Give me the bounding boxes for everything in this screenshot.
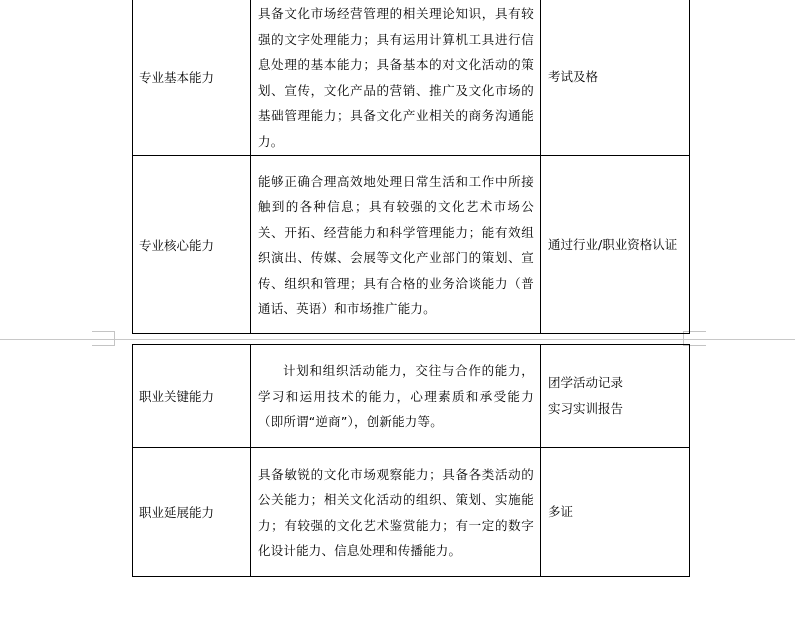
certification-cell [541, 156, 690, 334]
page-corner-mark-bottom-left [92, 337, 115, 346]
certification-cell [541, 345, 690, 448]
certification-cell [541, 448, 690, 577]
ability-category-cell: 职业关键能力 [133, 345, 251, 448]
ability-table-top [132, 0, 690, 334]
table-row [133, 345, 690, 448]
table-row [133, 448, 690, 577]
certification-line: 通过行业/职业资格认证 [548, 236, 678, 252]
certification-line: 考试及格 [548, 69, 599, 84]
ability-category-cell: 专业基本能力 [133, 0, 251, 156]
table-row [133, 0, 690, 156]
ability-description-cell: 具备文化市场经营管理的相关理论知识，具有较强的文字处理能力；具有运用计算机工具进行信息处理的基本能力；具备基本的对文化活动的策划、宣传，文化产品的营销、推广及文化市场的基础管理能力；具备文化产业相关的商务沟通能力。 [251, 0, 541, 156]
ability-category-cell: 职业延展能力 [133, 448, 251, 577]
table-row [133, 156, 690, 334]
ability-description-cell: 计划和组织活动能力，交往与合作的能力，学习和运用技术的能力，心理素质和承受能力（即所谓“逆商”），创新能力等。 [251, 345, 541, 448]
ability-description-cell: 具备敏锐的文化市场观察能力；具备各类活动的公关能力；相关文化活动的组织、策划、实施能力；有较强的文化艺术鉴赏能力；有一定的数字化设计能力、信息处理和传播能力。 [251, 448, 541, 577]
certification-line: 多证 [548, 504, 574, 519]
certification-cell [541, 0, 690, 156]
certification-line: 实习实训报告 [548, 401, 624, 416]
ability-table-bottom [132, 344, 690, 577]
certification-line: 团学活动记录 [548, 375, 624, 390]
ability-description-cell: 能够正确合理高效地处理日常生活和工作中所接触到的各种信息；具有较强的文化艺术市场公关、开拓、经营能力和科学管理能力；能有效组织演出、传媒、会展等文化产业部门的策划、宣传、组织和管理；具有合格的业务洽谈能力（普通话、英语）和市场推广能力。 [251, 156, 541, 334]
ability-category-cell: 专业核心能力 [133, 156, 251, 334]
